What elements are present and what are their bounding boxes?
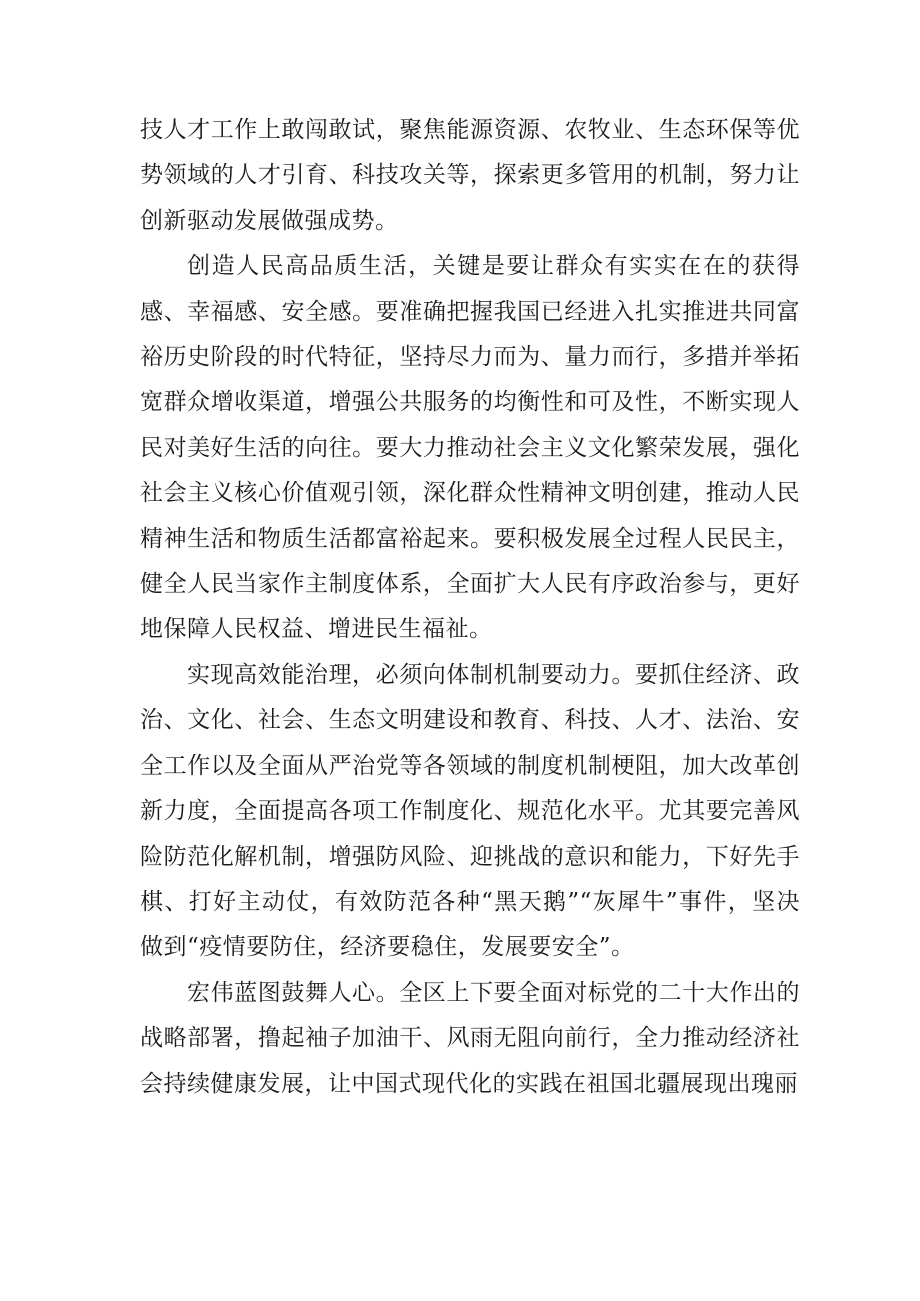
body-text [140, 108, 800, 1107]
paragraph-1: 技人才工作上敢闯敢试，聚焦能源资源、农牧业、生态环保等优势领域的人才引育、科技攻关等，探索更多管用的机制，努力让创新驱动发展做强成势。 [140, 117, 800, 234]
paragraph-4: 宏伟蓝图鼓舞人心。全区上下要全面对标党的二十大作出的战略部署，撸起袖子加油干、风雨无阻向前行，全力推动经济社会持续健康发展，让中国式现代化的实践在祖国北疆展现出瑰丽 [140, 979, 800, 1097]
paragraph-2: 创造人民高品质生活，关键是要让群众有实实在在的获得感、幸福感、安全感。要准确把握我国已经进入扎实推进共同富裕历史阶段的时代特征，坚持尽力而为、量力而行，多措并举拓宽群众增收渠道，增强公共服务的均衡性和可及性，不断实现人民对美好生活的向往。要大力推动社会主义文化繁荣发展，强化社会主义核心价值观引领，深化群众性精神文明创建，推动人民精神生活和物质生活都富裕起来。要积极发展全过程人民民主，健全人民当家作主制度体系，全面扩大人民有序政治参与，更好地保障人民权益、增进民生福祉。 [140, 253, 800, 643]
paragraph-3: 实现高效能治理，必须向体制机制要动力。要抓住经济、政治、文化、社会、生态文明建设和教育、科技、人才、法治、安全工作以及全面从严治党等各领域的制度机制梗阻，加大改革创新力度，全面提高各项工作制度化、规范化水平。尤其要完善风险防范化解机制，增强防风险、迎挑战的意识和能力，下好先手棋、打好主动仗，有效防范各种“黑天鹅”“灰犀牛”事件，坚决做到“疫情要防住，经济要稳住，发展要安全”。 [140, 661, 800, 961]
